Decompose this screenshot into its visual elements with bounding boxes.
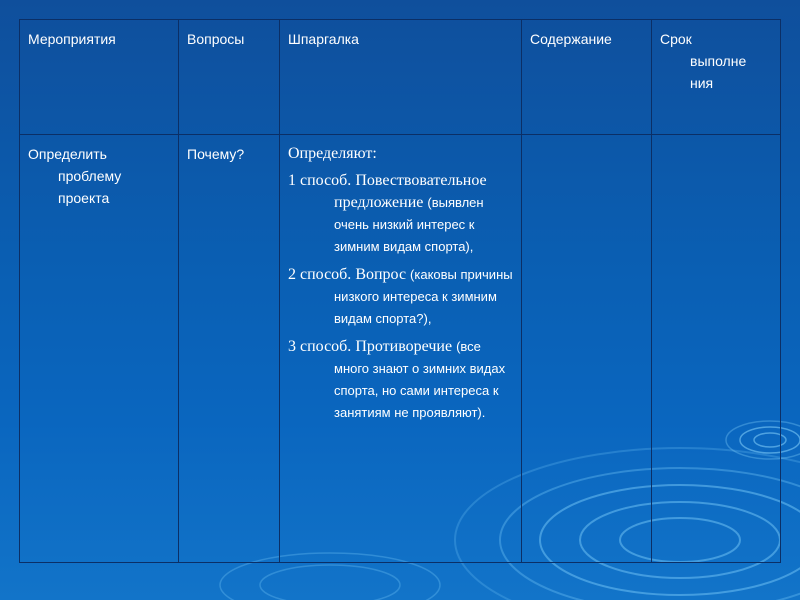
header-cheatsheet xyxy=(280,20,522,135)
header-content-label: Содержание xyxy=(530,31,612,47)
header-cheatsheet-label: Шпаргалка xyxy=(288,31,359,47)
header-content xyxy=(522,20,652,135)
method-2-label: 2 способ. xyxy=(288,266,352,283)
header-questions xyxy=(179,20,280,135)
method-2-name: Вопрос xyxy=(355,266,407,283)
question-text: Почему? xyxy=(187,146,245,162)
header-questions-label: Вопросы xyxy=(187,31,245,47)
header-deadline-label xyxy=(660,28,772,94)
method-3 xyxy=(288,336,513,424)
project-table xyxy=(19,19,781,563)
header-deadline xyxy=(652,20,781,135)
table-row xyxy=(20,135,781,563)
cell-activity xyxy=(20,135,179,563)
method-3-note: (все много знают о зимних видах спорта, но сами интереса к занятиям не проявляют). xyxy=(334,339,506,420)
method-1 xyxy=(288,170,513,258)
cell-question xyxy=(179,135,280,563)
header-deadline-line-3: ния xyxy=(690,75,714,91)
method-1-label: 1 способ. xyxy=(288,172,352,189)
header-activities-label: Мероприятия xyxy=(28,31,116,47)
cell-content xyxy=(522,135,652,563)
cell-cheatsheet xyxy=(280,135,522,563)
header-deadline-line-1: Срок xyxy=(660,31,692,47)
cheatsheet-intro: Определяют: xyxy=(288,145,377,162)
method-1-note: (выявлен очень низкий интерес к зимним видам спорта), xyxy=(334,195,484,254)
method-2 xyxy=(288,264,513,330)
activity-text: Определить проблему проекта xyxy=(28,146,122,206)
method-3-label: 3 способ. xyxy=(288,338,352,355)
cell-deadline xyxy=(652,135,781,563)
header-activities xyxy=(20,20,179,135)
method-3-name: Противоречие xyxy=(355,338,453,355)
header-row xyxy=(20,20,781,135)
method-2-note: (каковы причины низкого интереса к зимним видам спорта?), xyxy=(334,267,513,326)
method-1-name: Повествовательное предложение xyxy=(334,172,487,211)
header-deadline-line-2: выполне xyxy=(690,53,747,69)
